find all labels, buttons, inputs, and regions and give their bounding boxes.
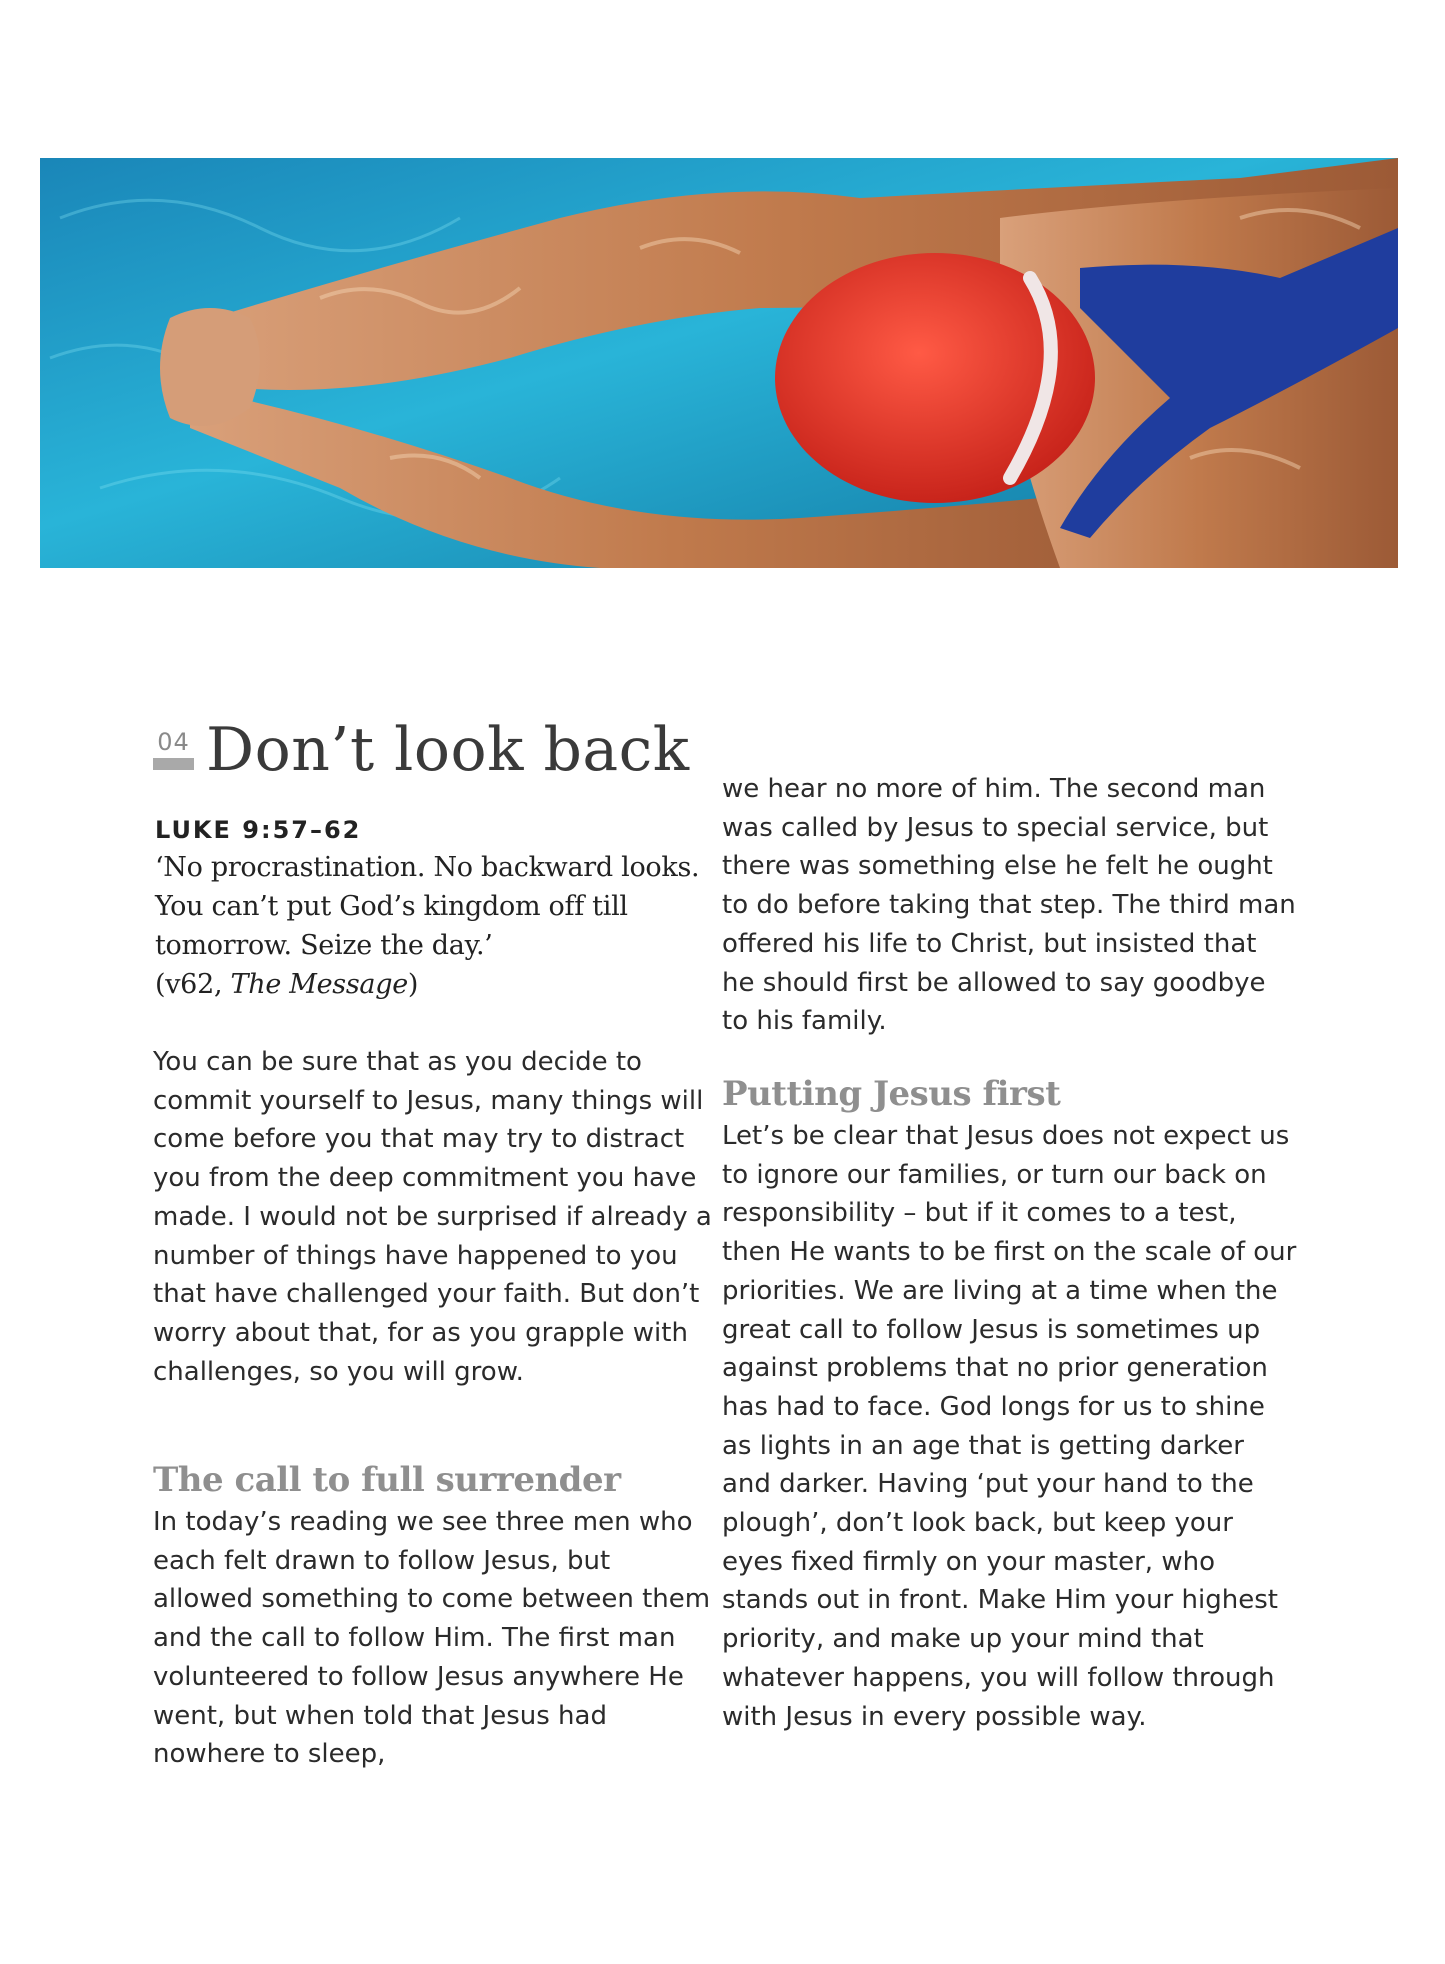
putting-paragraph: Let’s be clear that Jesus does not expect us to ignore our families, or turn our back on responsibility – but if it comes to a test, then He wants to be first on the scale of our priorities. We are living at a time when the great call to follow Jesus is sometimes up against problems that no prior generation has had to face. God longs for us to shine as lights in an age that is getting darker and darker. Having ‘put your hand to the plough’, don’t look back, but keep your eyes fixed firmly on your master, who stands out in front. Make Him your highest priority, and make up your mind that whatever happens, you will follow through with Jesus in every possible way. [722, 1121, 1297, 1732]
call-paragraph-continued: we hear no more of him. The second man was called by Jesus to special service, but there was something else he felt he ought to do before taking that step. The third man offered his life to Christ, but insisted that he should first be allowed to say goodbye to his family. [722, 774, 1296, 1037]
swimmer-photo-icon [40, 158, 1398, 568]
hero-photo [40, 158, 1398, 568]
call-paragraph-part2 [722, 770, 1297, 1041]
scripture-reference: LUKE 9:57–62 [155, 816, 362, 844]
intro-paragraph: You can be sure that as you decide to commit yourself to Jesus, many things will come before you that may try to distract you from the deep commitment you have made. I would not be surprised if already a number of things have happened to you that have challenged your faith. But don’t worry about that, for as you grapple with challenges, so you will grow. [153, 1047, 712, 1387]
scripture-citation-source: The Message [230, 969, 408, 1000]
call-paragraph-part1 [153, 1503, 713, 1774]
scripture-quote-text: ‘No procrastination. No backward looks. You can’t put God’s kingdom off till tomorrow. Seize the day.’ [155, 852, 700, 961]
day-number-badge: 04 [153, 730, 194, 770]
scripture-citation-prefix: (v62, [155, 969, 231, 1000]
heading-putting-jesus-first: Putting Jesus first [722, 1074, 1061, 1114]
call-paragraph-text: In today’s reading we see three men who each felt drawn to follow Jesus, but allowed something to come between them and the call to follow Him. The first man volunteered to follow Jesus anywhere He went, but when told that Jesus had nowhere to sleep, [153, 1507, 711, 1770]
page-title: Don’t look back [206, 715, 690, 785]
scripture-block [155, 812, 715, 1004]
scripture-citation-suffix: ) [407, 969, 419, 1000]
page-title-row [153, 715, 690, 785]
scripture-quote [155, 848, 715, 1004]
heading-call-to-surrender: The call to full surrender [153, 1460, 621, 1500]
